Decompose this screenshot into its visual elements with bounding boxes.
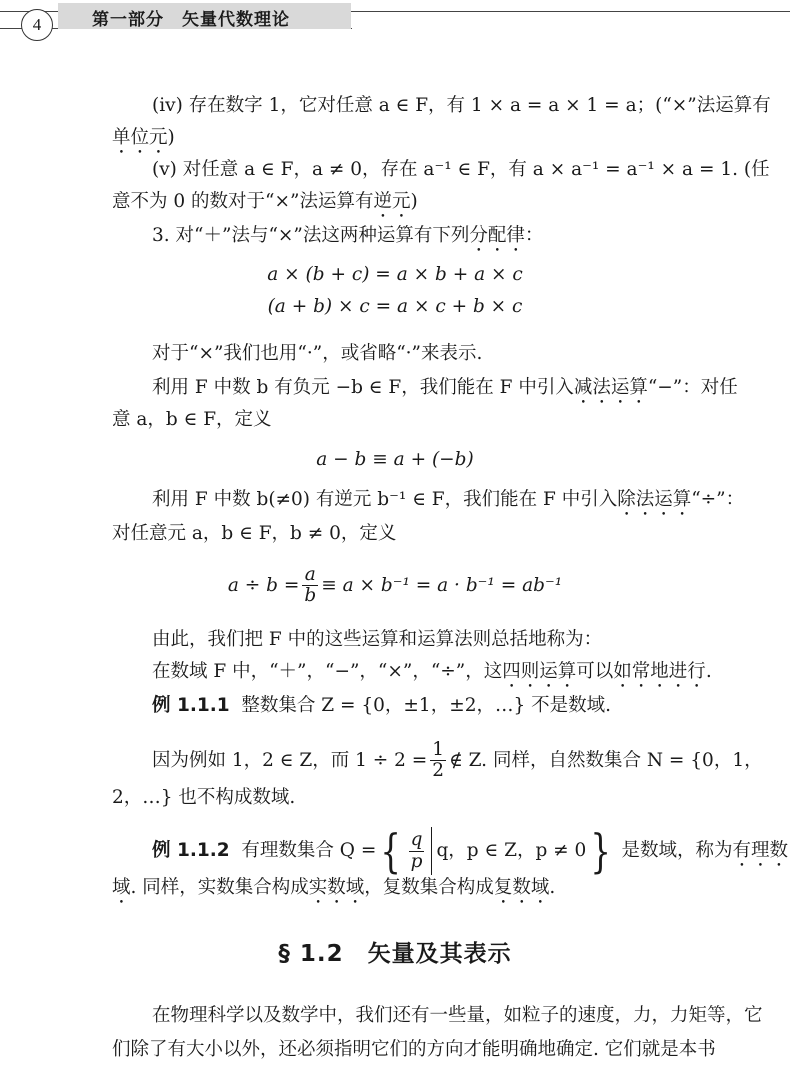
running-title: 第一部分 矢量代数理论 <box>92 10 290 30</box>
text-line-v-cont <box>112 190 418 222</box>
brace-left: { <box>380 824 402 878</box>
emphasis-real-field: 实数域 <box>308 877 365 898</box>
emphasis-four-operations: 四则运算 <box>502 661 577 682</box>
text-span: 3. 对“＋”法与“×”法这两种运算有下列 <box>152 225 470 246</box>
text-span: q，p ∈ Z，p ≠ 0 <box>436 840 587 861</box>
text-span: 在数域 F 中，“＋”，“−”，“×”，“÷”，这 <box>152 661 503 682</box>
emphasis-rational: 有理数 <box>732 840 789 861</box>
fraction-one-half <box>430 740 446 782</box>
text-span: ： <box>524 225 544 246</box>
emphasis-division: 除法运算 <box>617 489 692 510</box>
text-line-inverse-cont: 对任意元 a，b ∈ F，b ≠ 0，定义 <box>112 523 397 544</box>
emphasis-complex-field: 复数域 <box>493 877 550 898</box>
page-number: 4 <box>21 9 53 41</box>
text-line-negation-cont: 意 a，b ∈ F，定义 <box>112 409 272 430</box>
emphasis-distributive-law: 分配律 <box>469 225 525 246</box>
numerator: a <box>302 565 318 586</box>
brace-right: } <box>590 824 612 878</box>
text-line-negation <box>152 376 738 408</box>
text-span: 因为例如 1，2 ∈ Z，而 1 ÷ 2 = <box>152 749 428 771</box>
text-line-inverse <box>152 488 744 520</box>
paragraph-line-2: 们除了有大小以外，还必须指明它们的方向才能明确地确定. 它们就是本书 <box>112 1039 716 1060</box>
equation-distributive-1: a × (b + c) = a × b + a × c <box>267 264 523 285</box>
emphasis-subtraction: 减法运算 <box>573 377 648 398</box>
emphasis-as-usual: 如常地进行 <box>613 661 706 682</box>
example-1-1-2-cont <box>112 876 555 908</box>
text-span: . <box>549 877 556 898</box>
example-1-1-2 <box>152 826 788 876</box>
example-label: 例 1.1.2 <box>152 840 230 861</box>
example-1-1-1 <box>152 694 611 718</box>
equation-subtraction: a − b ≡ a + (−b) <box>316 449 474 470</box>
set-builder-bar <box>431 827 432 875</box>
page-header <box>0 0 790 40</box>
text-span: 可以 <box>576 661 614 682</box>
text-span: 是数域，称为 <box>621 840 733 861</box>
text-line-iv-cont <box>112 126 175 158</box>
text-span: . 同样，实数集合构成 <box>130 877 309 898</box>
text-span: . <box>705 661 712 682</box>
text-line-field <box>152 660 712 692</box>
text-line-why-cont: 2，…} 也不构成数域. <box>112 787 296 808</box>
text-span: 意不为 0 的数对于“×”法运算有 <box>112 191 374 212</box>
emphasis-field: 域 <box>112 877 131 898</box>
text-line-dot-notation: 对于“×”我们也用“·”，或省略“·”来表示. <box>152 343 483 364</box>
equation-division <box>0 565 790 607</box>
denominator: p <box>410 850 423 872</box>
equation-distributive-2: (a + b) × c = a × c + b × c <box>267 296 523 317</box>
numerator: 1 <box>432 739 445 760</box>
text-span: “÷”： <box>691 489 745 510</box>
text-span: ，复数集合构成 <box>364 877 494 898</box>
text-span: ) <box>410 191 418 212</box>
numerator: q <box>410 829 423 851</box>
text-line-why <box>152 740 763 782</box>
text-span: a ÷ b = <box>227 574 300 596</box>
text-span: “−”：对任 <box>647 377 738 398</box>
text-span <box>230 695 242 716</box>
text-span <box>230 840 242 861</box>
text-line-iv: (iv) 存在数字 1，它对任意 a ∈ F，有 1 × a = a × 1 = a；(“×”法运算有 <box>152 95 771 116</box>
text-line-v: (v) 对任意 a ∈ F，a ≠ 0，存在 a⁻¹ ∈ F，有 a × a⁻¹ = a⁻¹ × a = 1. (任 <box>152 159 770 180</box>
fraction-q-over-p <box>409 830 425 872</box>
section-heading: § 1.2 矢量及其表示 <box>278 941 512 967</box>
text-span: 利用 F 中数 b(≠0) 有逆元 b⁻¹ ∈ F，我们能在 F 中引入 <box>152 489 618 510</box>
text-span: ∉ Z. 同样，自然数集合 N = {0，1， <box>449 749 763 771</box>
text-span: 有理数集合 Q = <box>241 840 377 861</box>
text-line-summary: 由此，我们把 F 中的这些运算和运算法则总括地称为： <box>152 629 603 650</box>
text-line-distributive <box>152 224 543 256</box>
denominator: b <box>304 585 317 607</box>
emphasis-inverse-element: 逆元 <box>373 191 411 212</box>
denominator: 2 <box>432 760 445 782</box>
text-span: 整数集合 Z = {0，±1，±2，…} 不是数域. <box>241 695 612 716</box>
text-span: ≡ a × b⁻¹ = a · b⁻¹ = ab⁻¹ <box>321 574 563 596</box>
example-label: 例 1.1.1 <box>152 695 230 716</box>
paragraph-line-1: 在物理科学以及数学中，我们还有一些量，如粒子的速度，力，力矩等，它 <box>152 1005 763 1026</box>
fraction-a-over-b <box>302 565 318 607</box>
emphasis-unit-element: 单位元 <box>112 127 168 148</box>
text-span: ) <box>167 127 175 148</box>
text-span: 利用 F 中数 b 有负元 −b ∈ F，我们能在 F 中引入 <box>152 377 574 398</box>
